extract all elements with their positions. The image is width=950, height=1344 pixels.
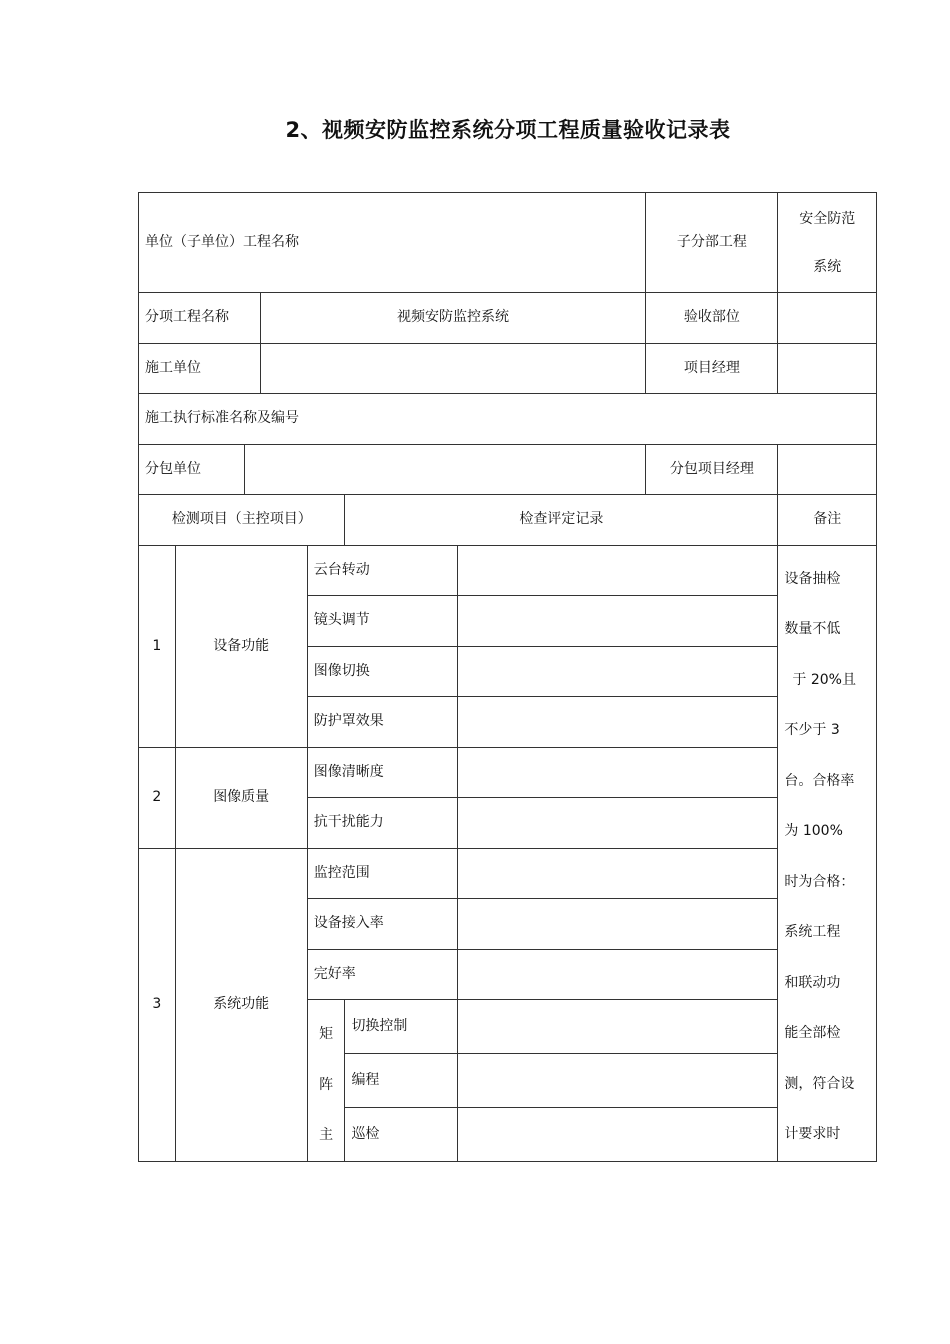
check-item-label: 镜头调节 <box>307 596 457 647</box>
construction-unit-label: 施工单位 <box>139 343 261 394</box>
project-manager-value[interactable] <box>778 343 877 394</box>
sub-item-value[interactable]: 视频安防监控系统 <box>260 293 646 344</box>
check-item-label: 防护罩效果 <box>307 697 457 748</box>
remark-line: 和联动功 <box>784 974 841 991</box>
evaluation-record-cell[interactable] <box>457 1053 778 1107</box>
unit-project-row <box>139 193 877 293</box>
group-2-number: 2 <box>139 747 176 848</box>
acceptance-record-table <box>138 192 877 1162</box>
check-item-label: 监控范围 <box>307 848 457 899</box>
sub-division-value-line-1: 安全防范 <box>799 210 856 227</box>
evaluation-record-cell[interactable] <box>457 747 778 798</box>
standard-row <box>139 394 877 445</box>
sub-item-row <box>139 293 877 344</box>
matrix-item-label: 巡检 <box>345 1107 457 1161</box>
matrix-label-char: 主 <box>319 1127 334 1143</box>
evaluation-record-cell[interactable] <box>457 697 778 748</box>
check-item-label: 图像清晰度 <box>307 747 457 798</box>
check-item-label: 完好率 <box>307 949 457 1000</box>
evaluation-record-cell[interactable] <box>457 949 778 1000</box>
subcontractor-value[interactable] <box>244 444 646 495</box>
group-1-name: 设备功能 <box>175 545 307 747</box>
evaluation-record-cell[interactable] <box>457 899 778 950</box>
remark-line: 设备抽检 <box>784 570 841 587</box>
remark-line: 测，符合设 <box>784 1075 855 1092</box>
sub-division-value[interactable] <box>778 193 877 293</box>
sub-item-label: 分项工程名称 <box>139 293 261 344</box>
remark-cell <box>778 545 877 1161</box>
evaluation-record-cell[interactable] <box>457 596 778 647</box>
remark-line: 能全部检 <box>784 1025 841 1041</box>
evaluation-record-header: 检查评定记录 <box>345 495 778 546</box>
matrix-label-char: 阵 <box>319 1076 334 1093</box>
sub-project-manager-value[interactable] <box>778 444 877 495</box>
standard-label[interactable]: 施工执行标准名称及编号 <box>139 394 877 445</box>
remark-line: 台。合格率 <box>784 772 855 789</box>
subcontractor-label: 分包单位 <box>139 444 245 495</box>
table-row <box>139 747 877 798</box>
remark-line: 数量不低 <box>784 621 841 637</box>
construction-unit-row <box>139 343 877 394</box>
unit-project-label: 单位（子单位）工程名称 <box>139 193 646 293</box>
remark-line: 系统工程 <box>784 924 841 940</box>
remark-line: 计要求时 <box>784 1126 841 1142</box>
check-item-label: 图像切换 <box>307 646 457 697</box>
construction-unit-value[interactable] <box>260 343 646 394</box>
remark-line: 为 100% <box>784 823 843 839</box>
acceptance-part-label: 验收部位 <box>646 293 778 344</box>
evaluation-record-cell[interactable] <box>457 545 778 596</box>
evaluation-record-cell[interactable] <box>457 646 778 697</box>
check-item-label: 云台转动 <box>307 545 457 596</box>
remark-line: 时为合格： <box>784 873 855 890</box>
matrix-host-label <box>307 1000 345 1162</box>
column-header-row <box>139 495 877 546</box>
evaluation-record-cell[interactable] <box>457 798 778 849</box>
remark-header: 备注 <box>778 495 877 546</box>
group-2-name: 图像质量 <box>175 747 307 848</box>
sub-division-label: 子分部工程 <box>646 193 778 293</box>
remark-line: 于 20%且 <box>792 671 856 688</box>
sub-division-value-line-2: 系统 <box>813 258 842 275</box>
sub-project-manager-label: 分包项目经理 <box>646 444 778 495</box>
evaluation-record-cell[interactable] <box>457 1107 778 1161</box>
subcontractor-row <box>139 444 877 495</box>
matrix-item-label: 切换控制 <box>345 1000 457 1054</box>
group-3-number: 3 <box>139 848 176 1161</box>
matrix-item-label: 编程 <box>345 1053 457 1107</box>
table-row <box>139 545 877 596</box>
page-title: 2、视频安防监控系统分项工程质量验收记录表 <box>285 118 731 142</box>
check-item-label: 抗干扰能力 <box>307 798 457 849</box>
project-manager-label: 项目经理 <box>646 343 778 394</box>
remark-line: 不少于 3 <box>784 722 840 738</box>
acceptance-part-value[interactable] <box>778 293 877 344</box>
inspection-items-header: 检测项目（主控项目） <box>139 495 345 546</box>
group-1-number: 1 <box>139 545 176 747</box>
group-3-name: 系统功能 <box>175 848 307 1161</box>
evaluation-record-cell[interactable] <box>457 848 778 899</box>
check-item-label: 设备接入率 <box>307 899 457 950</box>
matrix-label-char: 矩 <box>319 1026 334 1042</box>
table-row <box>139 848 877 899</box>
evaluation-record-cell[interactable] <box>457 1000 778 1054</box>
